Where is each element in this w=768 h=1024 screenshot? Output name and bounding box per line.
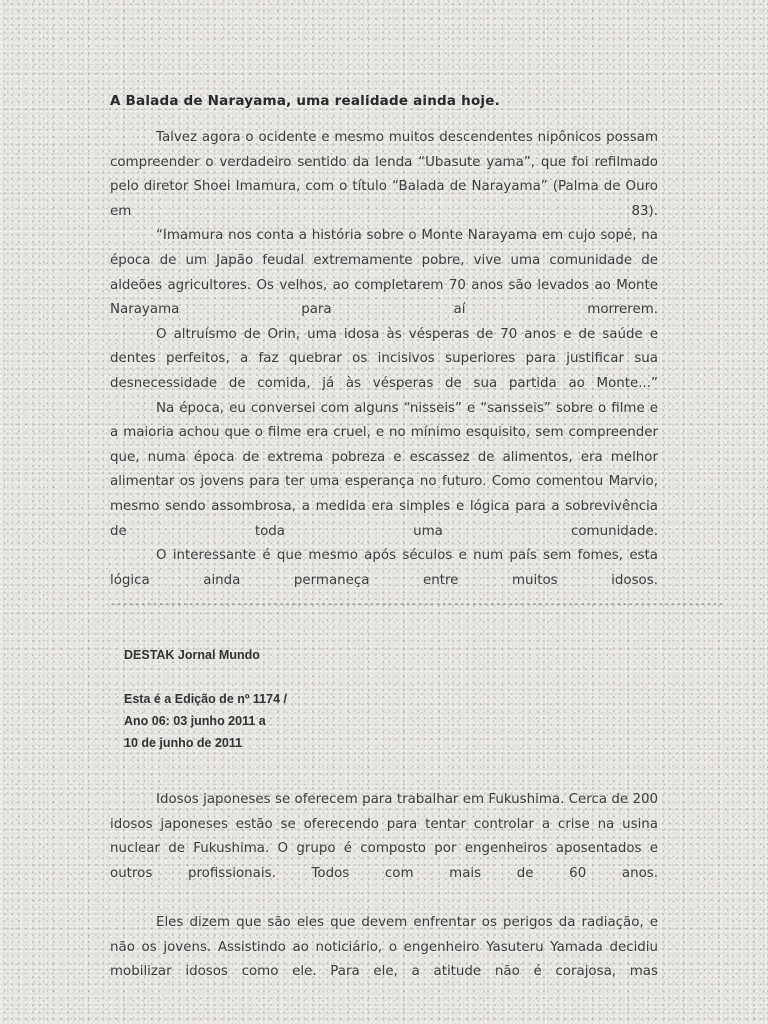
edition-line: Esta é a Edição de nº 1174 / — [124, 692, 287, 706]
edition-info — [124, 688, 287, 754]
news-body — [110, 788, 658, 985]
article-body — [110, 126, 658, 593]
article-paragraph: “Imamura nos conta a história sobre o Monte Narayama em cujo sopé, na época de um Japão feudal extremamente pobre, vive uma comunidade de aldeões agricultores. Os velhos, ao completarem 70 anos são levados ao Monte Narayama para aí morrerem. — [110, 228, 658, 318]
news-paragraph: Idosos japoneses se oferecem para trabalhar em Fukushima. Cerca de 200 idosos japoneses estão se oferecendo para tentar controlar a crise na usina nuclear de Fukushima. O grupo é composto por engenheiros aposentados e outros profissionais. Todos com mais de 60 anos. — [110, 792, 658, 881]
news-paragraph: Eles dizem que são eles que devem enfrentar os perigos da radiação, e não os jovens. Assistindo ao noticiário, o engenheiro Yasuteru Yamada decidiu mobilizar idosos como ele. Para ele, a atitude não é corajosa, mas — [110, 914, 658, 980]
edition-line: Ano 06: 03 junho 2011 a — [124, 714, 266, 728]
edition-line: 10 de junho de 2011 — [124, 736, 243, 750]
article-paragraph: O altruísmo de Orin, uma idosa às vésperas de 70 anos e de saúde e dentes perfeitos, a faz quebrar os incisivos superiores para justificar sua desnecessidade de comida, já às vésperas de sua partida ao Monte...” — [110, 326, 658, 391]
article-paragraph: O interessante é que mesmo após séculos e num país sem fomes, esta lógica ainda permaneça entre muitos idosos. — [110, 548, 658, 588]
dashed-divider: ------------------------------------------------------------------------------------------------------ — [110, 599, 725, 610]
article-paragraph: Na época, eu conversei com alguns “nisseis” e “sansseis” sobre o filme e a maioria achou que o filme era cruel, e no mínimo esquisito, sem compreender que, numa época de extrema pobreza e escassez de alimentos, era melhor alimentar os jovens para ter uma esperança no futuro. Como comentou Marvio, mesmo sendo assombrosa, a medida era simples e lógica para a sobrevivência de toda uma comunidade. — [110, 400, 658, 539]
article-paragraph: Talvez agora o ocidente e mesmo muitos descendentes nipônicos possam compreender o verdadeiro sentido da lenda “Ubasute yama”, que foi refilmado pelo diretor Shoei Imamura, com o título “Balada de Narayama” (Palma de Ouro em 83). — [110, 130, 658, 219]
article-title: A Balada de Narayama, uma realidade ainda hoje. — [110, 93, 500, 109]
publication-name — [124, 644, 260, 666]
publication-label: DESTAK Jornal Mundo — [124, 648, 260, 662]
